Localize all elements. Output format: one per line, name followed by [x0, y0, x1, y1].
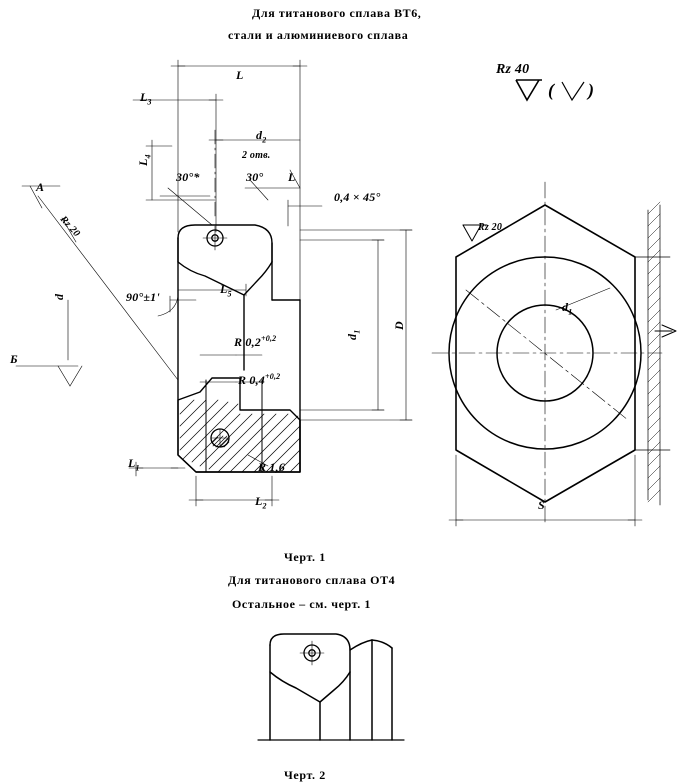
dim-D: D: [392, 321, 406, 330]
roughness-check-icon: [514, 78, 544, 104]
dim-L4: $L_4$: [136, 154, 153, 166]
dim-d2: $d_2$: [256, 128, 267, 145]
heading-line-1: Для титанового сплава ВТ6,: [252, 6, 422, 20]
dim-d: d: [52, 293, 66, 300]
angle-30: 30°: [246, 170, 264, 184]
roughness-label: Rz 40: [496, 62, 530, 77]
dim-d1: $d_1$: [345, 329, 362, 340]
roughness-paren-close: ): [588, 80, 595, 100]
dim-L: L: [236, 68, 244, 82]
dim-L3: $L_3$: [140, 90, 152, 107]
rz20-hex: Rz 20: [478, 222, 503, 233]
mark-a: А: [36, 180, 45, 194]
angle-30-star: 30°*: [176, 170, 200, 184]
mark-b: Б: [10, 352, 18, 366]
dim-S: S: [538, 498, 545, 512]
dim-L5: $L_5$: [220, 282, 232, 299]
rz20-left: Rz 20: [57, 214, 83, 240]
angle-90: 90°±1': [126, 290, 160, 304]
dim-L1: $L_1$: [128, 456, 140, 473]
angle-30-leader-l: L: [288, 170, 296, 184]
heading-line-4: Остальное – см. черт. 1: [232, 597, 372, 611]
heading-line-2: стали и алюминиевого сплава: [228, 28, 409, 42]
roughness-inner-check-icon: [560, 80, 588, 104]
radius-r02: R $0,2^{+0,2}$: [234, 334, 277, 349]
roughness-paren-open: (: [548, 80, 555, 100]
radius-r04: R $0,4^{+0,2}$: [238, 372, 281, 387]
figure-1-caption: Черт. 1: [284, 550, 326, 564]
chamfer-note: 0,4 × 45°: [334, 190, 381, 204]
dim-L2: $L_2$: [255, 494, 267, 511]
figure-2-caption: Черт. 2: [284, 768, 326, 782]
dim-d1-hex: $d_1$: [562, 300, 573, 317]
two-holes-note: 2 отв.: [242, 150, 271, 161]
heading-line-3: Для титанового сплава ОТ4: [228, 573, 396, 587]
radius-r16: R 1,6: [258, 460, 286, 474]
